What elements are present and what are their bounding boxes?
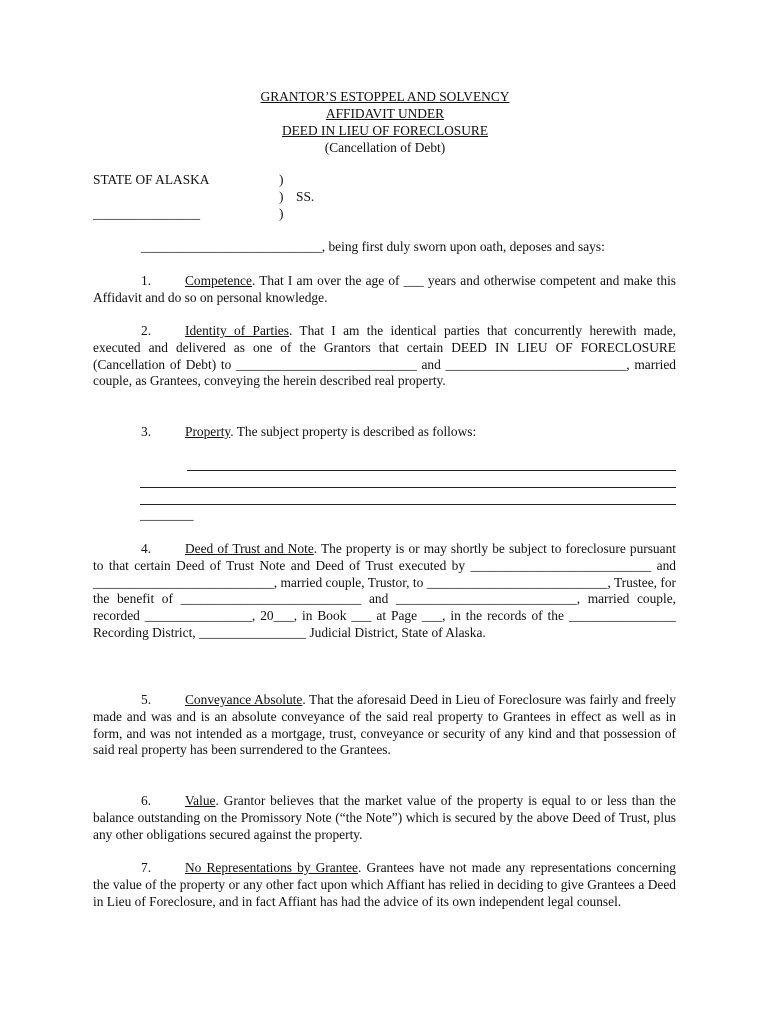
paragraph-number: 6. <box>141 793 152 808</box>
paragraph-4 <box>93 541 676 642</box>
paragraph-heading: Value <box>185 793 216 808</box>
property-description-line <box>187 470 676 471</box>
paragraph-6 <box>93 793 676 843</box>
paragraph-text: . The property is or may shortly be subject to foreclosure pursuant to that certain Deed of Trust Note and Deed of Trust executed by ___________________________ and ___________________________, married couple, Trustor, to ___________________________, Trustee, for the benefit of ___________________________ and ___________________________, married couple, recorded ________________, 20___, in Book ___ at Page ___, in the records of the ________________ Recording District, ________________ Judicial District, State of Alaska. <box>93 541 676 640</box>
property-description-tail: ________ <box>140 507 194 522</box>
property-description-line <box>140 487 676 488</box>
paragraph-heading: No Representations by Grantee <box>185 860 358 875</box>
title-line-4: (Cancellation of Debt) <box>324 140 446 155</box>
paragraph-number: 5. <box>141 692 152 707</box>
paragraph-7 <box>93 860 676 910</box>
title-line-3: DEED IN LIEU OF FORECLOSURE <box>281 123 489 138</box>
paragraph-text: . Grantor believes that the market value of the property is equal to or less than the balance outstanding on the Promissory Note (“the Note”) which is secured by the above Deed of Trust, plus any other obligations secured against the property. <box>93 793 676 842</box>
title-line-1: GRANTOR’S ESTOPPEL AND SOLVENCY <box>260 89 510 104</box>
venue-state: STATE OF ALASKA <box>93 172 210 187</box>
paragraph-5 <box>93 692 676 759</box>
paragraph-heading: Competence <box>185 273 252 288</box>
title-line-2: AFFIDAVIT UNDER <box>325 106 445 121</box>
paragraph-heading: Property <box>185 424 231 439</box>
property-description-line <box>140 504 676 505</box>
paragraph-heading: Deed of Trust and Note <box>185 541 314 556</box>
paragraph-number: 2. <box>141 323 152 338</box>
venue-paren-2: ) <box>279 189 284 204</box>
paragraph-number: 1. <box>141 273 152 288</box>
paragraph-number: 3. <box>141 424 152 439</box>
paragraph-text: . That I am over the age of ___ years and otherwise competent and make this Affidavit and do so on personal knowledge. <box>93 273 676 305</box>
venue-paren-3: ) <box>279 206 284 221</box>
paragraph-text: . Grantees have not made any representations concerning the value of the property or any other fact upon which Affiant has relied in deciding to give Grantees a Deed in Lieu of Foreclosure, and in fact Affiant has had the advice of its own independent legal counsel. <box>93 860 676 909</box>
paragraph-1 <box>93 273 676 307</box>
paragraph-2 <box>93 323 676 390</box>
paragraph-text: . The subject property is described as follows: <box>230 424 477 439</box>
paragraph-3 <box>93 424 676 441</box>
paragraph-number: 7. <box>141 860 152 875</box>
venue-ss: SS. <box>296 189 315 204</box>
paragraph-heading: Conveyance Absolute <box>185 692 303 707</box>
document-title <box>0 88 770 156</box>
paragraph-number: 4. <box>141 541 152 556</box>
intro-paragraph <box>93 239 676 256</box>
venue-paren-1: ) <box>279 172 284 187</box>
venue-county-blank: ________________ <box>93 206 201 221</box>
paragraph-text: . That I am the identical parties that concurrently herewith made, executed and delivered as one of the Grantors that certain DEED IN LIEU OF FORECLOSURE (Cancellation of Debt) to ___________________________ and ___________________________, married couple, as Grantees, conveying the herein described real property. <box>93 323 676 389</box>
paragraph-text: . That the aforesaid Deed in Lieu of Foreclosure was fairly and freely made and was and is an absolute conveyance of the said real property to Grantees in effect as well as in form, and was not intended as a mortgage, trust, conveyance or security of any kind and that possession of said real property has been surrendered to the Grantees. <box>93 692 676 758</box>
paragraph-heading: Identity of Parties <box>185 323 289 338</box>
intro-text: ___________________________, being first duly sworn upon oath, deposes and says: <box>141 239 605 254</box>
